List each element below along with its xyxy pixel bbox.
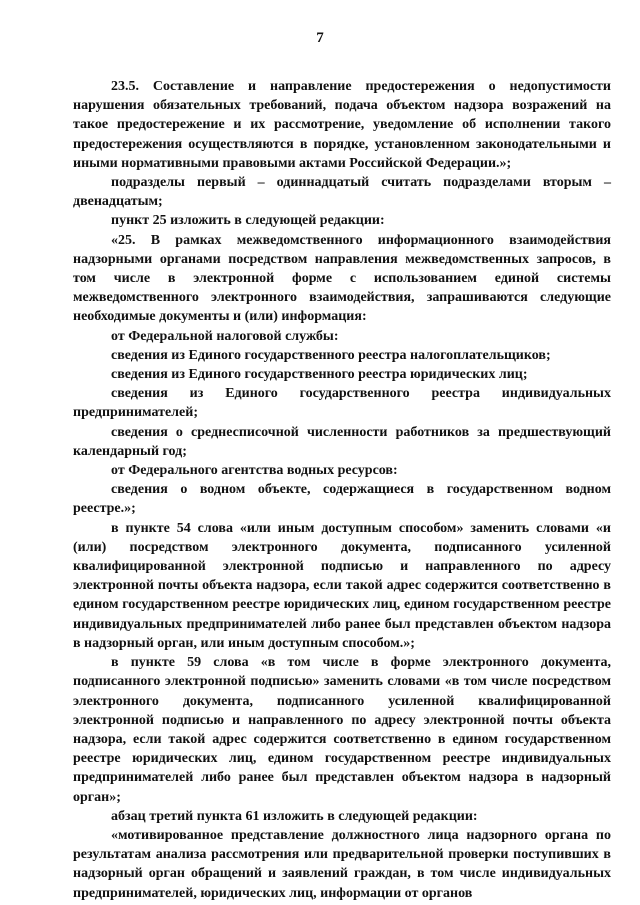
- paragraph-item-61-intro: абзац третий пункта 61 изложить в следующей редакции:: [111, 808, 478, 824]
- paragraph-tax-service: от Федеральной налоговой службы:: [111, 328, 339, 344]
- paragraph-average-headcount: сведения о среднесписочной численности работников за предшествующий календарный год;: [73, 424, 611, 459]
- paragraph-water-registry: сведения о водном объекте, содержащиеся в государственном водном реестре.»;: [73, 482, 611, 517]
- paragraph-item-54: в пункте 54 слова «или иным доступным способом» заменить словами «и (или) посредством электронного документа, подписанного усиленной квалифицированной электронной подписью и направленного по адресу электронной почты объекта надзора, если такой адрес содержится соответственно в едином государственном реестре юридических лиц, едином государственном реестре индивидуальных предпринимателей либо ранее был представлен объектом надзора в надзорный орган, или иным доступным способом.»;: [73, 520, 611, 651]
- paragraph-item-25-intro: пункт 25 изложить в следующей редакции:: [111, 213, 385, 229]
- paragraph-subsections-renumbering: подразделы первый – одиннадцатый считать подразделами вторым – двенадцатым;: [73, 175, 611, 210]
- paragraph-item-59: в пункте 59 слова «в том числе в форме электронного документа, подписанного электронной подписью» заменить словами «в том числе посредством электронного документа, подписанного усиленной квалифицированной электронной подписью и направленного по адресу электронной почты объекта надзора, если такой адрес содержится соответственно в едином государственном реестре юридических лиц, едином государственном реестре индивидуальных предпринимателей либо ранее был представлен объектом надзора в надзорный орган»;: [73, 655, 611, 805]
- paragraph-23-5: 23.5. Составление и направление предостережения о недопустимости нарушения обязательных требований, подача объектом надзора возражений на такое предостережение и их рассмотрение, уведомление об исполнении такого предостережения осуществляются в порядке, установленном законодательными и иными нормативными правовыми актами Российской Федерации.»;: [73, 79, 611, 171]
- paragraph-taxpayers-registry: сведения из Единого государственного реестра налогоплательщиков;: [111, 347, 551, 363]
- paragraph-entrepreneurs-registry: сведения из Единого государственного реестра индивидуальных предпринимателей;: [73, 386, 611, 421]
- document-body: [73, 77, 611, 903]
- page-number: 7: [316, 30, 324, 46]
- paragraph-item-25: «25. В рамках межведомственного информационного взаимодействия надзорными органами посредством направления межведомственных запросов, в том числе в электронной форме с использованием единой системы межведомственного электронного взаимодействия, запрашиваются следующие необходимые документы и (или) информация:: [73, 232, 611, 325]
- paragraph-legal-entities-registry: сведения из Единого государственного реестра юридических лиц;: [111, 367, 528, 383]
- paragraph-item-61-text: «мотивированное представление должностного лица надзорного органа по результатам анализа рассмотрения или предварительной проверки поступивших в надзорный орган обращений и заявлений граждан, в том числе индивидуальных предпринимателей, юридических лиц, информации от органов: [73, 827, 611, 901]
- paragraph-water-agency: от Федерального агентства водных ресурсов:: [111, 463, 398, 479]
